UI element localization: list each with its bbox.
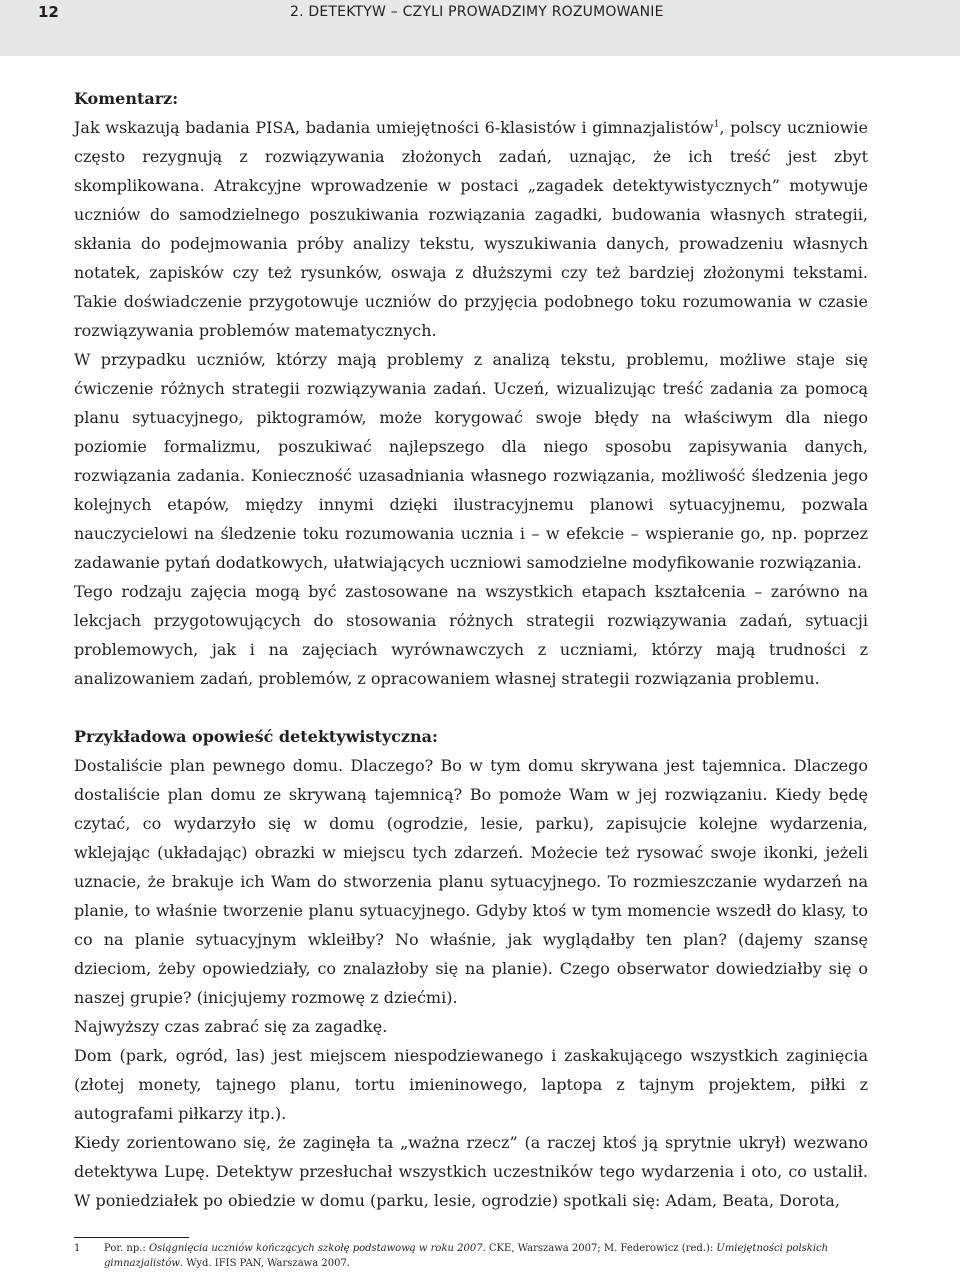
commentary-p1-rest: , polscy uczniowie często rezygnują z rozwiązywania złożonych zadań, uznając, że ich treść jest zbyt skomplikowana. Atrakcyjne wprowadzenie w postaci „zagadek detektywistycznych” motywuje uczniów do samodzielnego poszukiwania rozwiązania zagadki, budowania własnych strategii, skłania do podejmowania próby analizy tekstu, wyszukiwania danych, prowadzeniu własnych notatek, zapisków czy też rysunków, oswaja z dłuższymi czy też bardziej złożonymi tekstami. Takie doświadczenie przygotowuje uczniów do przyjęcia podobnego toku rozumowania w czasie rozwiązywania problemów matematycznych. [74, 118, 868, 340]
footnote-suffix: . Wyd. IFIS PAN, Warszawa 2007. [179, 1258, 350, 1269]
main-text [74, 84, 868, 1215]
commentary-paragraph-2: W przypadku uczniów, którzy mają problemy z analizą tekstu, problemu, możliwe staje się ćwiczenie różnych strategii rozwiązywania zadań. Uczeń, wizualizując treść zadania za pomocą planu sytuacyjnego, piktogramów, może korygować swoje błędy na właściwym dla niego poziomie formalizmu, poszukiwać najlepszego dla niego sposobu zapisywania danych, rozwiązania zadania. Konieczność uzasadniania własnego rozwiązania, możliwość śledzenia jego kolejnych etapów, między innymi dzięki ilustracyjnemu planowi sytuacyjnemu, pozwala nauczycielowi na śledzenie toku rozumowania ucznia i – w efekcie – wspieranie go, np. poprzez zadawanie pytań dodatkowych, ułatwiających uczniowi samodzielne modyfikowanie rozwiązania. [74, 350, 868, 572]
story-paragraph-2: Najwyższy czas zabrać się za zagadkę. [74, 1017, 388, 1036]
footnote-number: 1 [74, 1243, 81, 1254]
commentary-heading: Komentarz: [74, 89, 179, 108]
commentary-p1-start: Jak wskazują badania PISA, badania umiejętności 6-klasistów i gimnazjalistów [74, 118, 714, 137]
commentary-paragraph-1 [74, 113, 868, 345]
footnote [74, 1241, 868, 1271]
page-number: 12 [38, 3, 59, 21]
footnote-prefix: Por. np.: [104, 1243, 149, 1254]
footnote-reference: 1 [713, 119, 720, 130]
story-paragraph-4: Kiedy zorientowano się, że zaginęła ta „ważna rzecz” (a raczej ktoś ją sprytnie ukrył) wezwano detektywa Lupę. Detektyw przesłuchał wszystkich uczestników tego wydarzenia i oto, co ustalił. W poniedziałek po obiedzie w domu (parku, lesie, ogrodzie) spotkali się: Adam, Beata, Dorota, [74, 1133, 868, 1210]
story-heading: Przykładowa opowieść detektywistyczna: [74, 727, 438, 746]
footnote-divider [74, 1237, 189, 1238]
footnote-mid: . CKE, Warszawa 2007; M. Federowicz (red.): [482, 1243, 717, 1254]
story-paragraph-3: Dom (park, ogród, las) jest miejscem niespodziewanego i zaskakującego wszystkich zaginięcia (złotej monety, tajnego planu, tortu imieninowego, laptopa z tajnym projektem, piłki z autografami piłkarzy itp.). [74, 1046, 868, 1123]
running-header [0, 0, 960, 56]
footnote-title-2: Umiejętności polskich gimnazjalistów [104, 1243, 829, 1269]
footnote-text [104, 1241, 868, 1271]
story-paragraph-1: Dostaliście plan pewnego domu. Dlaczego? Bo w tym domu skrywana jest tajemnica. Dlaczego dostaliście plan domu ze skrywaną tajemnicą? Bo pomoże Wam w jej rozwiązaniu. Kiedy będę czytać, co wydarzyło się w domu (ogrodzie, lesie, parku), zapisujcie kolejne wydarzenia, wklejając (układając) obrazki w miejscu tych zdarzeń. Możecie też rysować swoje ikonki, jeżeli uznacie, że brakuje ich Wam do stworzenia planu sytuacyjnego. To rozmieszczanie wydarzeń na planie, to właśnie tworzenie planu sytuacyjnego. Gdyby ktoś w tym momencie wszedł do klasy, to co na planie sytuacyjnym wkleiłby? No właśnie, jak wyglądałby ten plan? (dajemy szansę dzieciom, żeby opowiedziały, co znalazłoby się na planie). Czego obserwator dowiedziałby się o naszej grupie? (inicjujemy rozmowę z dziećmi). [74, 756, 868, 1007]
section-spacer [74, 693, 868, 722]
footnote-title-1: Osiągnięcia uczniów kończących szkołę podstawową w roku 2007 [148, 1243, 483, 1254]
running-title: 2. DETEKTYW – CZYLI PROWADZIMY ROZUMOWANIE [290, 4, 664, 20]
commentary-paragraph-3: Tego rodzaju zajęcia mogą być zastosowane na wszystkich etapach kształcenia – zarówno na lekcjach przygotowujących do stosowania różnych strategii rozwiązywania zadań, sytuacji problemowych, jak i na zajęciach wyrównawczych z uczniami, którzy mają trudności z analizowaniem zadań, problemów, z opracowaniem własnej strategii rozwiązania problemu. [74, 582, 868, 688]
